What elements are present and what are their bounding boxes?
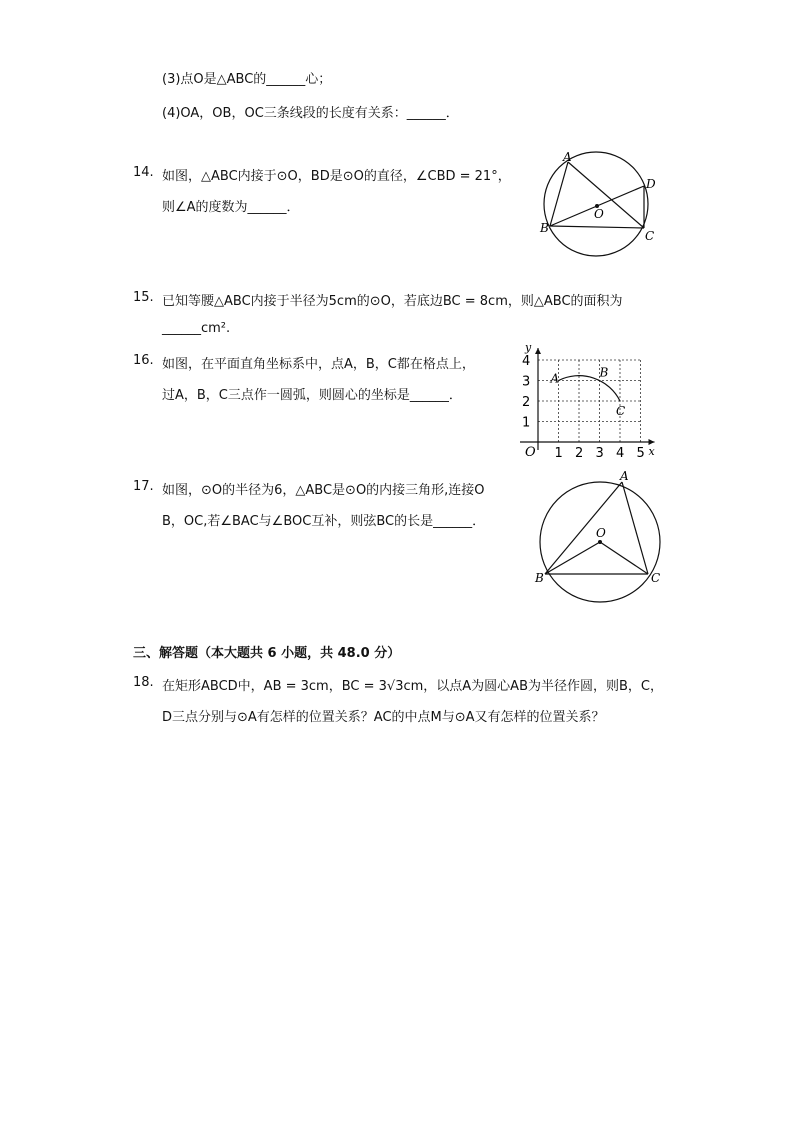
q16-x-axis-label: x [648, 445, 655, 458]
q16-x-tick-3: 3 [595, 446, 604, 461]
q16-y-axis-label: y [525, 341, 532, 354]
q16-coordinate-figure [512, 336, 662, 462]
q16-arc [559, 376, 621, 401]
q17-label-o: O [596, 526, 606, 540]
q16-y-arrow [535, 348, 541, 354]
q14-number: 14. [133, 165, 154, 180]
q17-figure [530, 466, 670, 608]
q16-point-c: C [616, 404, 626, 418]
q14-segment-bc [550, 226, 644, 228]
section-3-heading: 三、解答题（本大题共 6 小题，共 48.0 分） [133, 646, 401, 661]
q17-segment-ob [545, 542, 600, 574]
q17-center-dot [598, 540, 602, 544]
q16-point-a: A [550, 371, 560, 386]
q14-line2: 则∠A的度数为______． [162, 200, 300, 215]
q16-y-tick-4: 4 [522, 354, 531, 369]
q14-label-a: A [563, 150, 572, 164]
q14-label-o: O [594, 207, 604, 221]
q17-label-b: B [535, 571, 544, 585]
q14-label-d: D [646, 177, 656, 191]
q16-y-tick-1: 1 [522, 415, 531, 431]
q15-line1: 已知等腰△ABC内接于半径为5cm的⊙O，若底边BC = 8cm，则△ABC的面积为 [162, 294, 623, 309]
q16-point-b: B [599, 365, 609, 380]
q14-segment-ab [550, 162, 568, 226]
q14-label-c: C [645, 229, 655, 243]
q18-line1: 在矩形ABCD中，AB = 3cm，BC = 3√3cm，以点A为圆心AB为半径作圆，则B，C， [162, 679, 663, 694]
q16-origin-label: O [525, 445, 536, 460]
q16-x-tick-4: 4 [616, 446, 625, 461]
q16-x-tick-2: 2 [575, 446, 584, 461]
q17-line1: 如图，⊙O的半径为6，△ABC是⊙O的内接三角形,连接O [162, 483, 485, 498]
q14-line1: 如图，△ABC内接于⊙O，BD是⊙O的直径，∠CBD = 21°， [162, 169, 511, 184]
q17-label-c: C [651, 571, 661, 585]
q15-line2: ______cm². [162, 321, 231, 336]
q13-part4: (4)OA，OB，OC三条线段的长度有关系：______． [162, 106, 459, 121]
q16-y-tick-3: 3 [522, 374, 531, 390]
q17-line2: B，OC,若∠BAC与∠BOC互补，则弦BC的长是______． [162, 514, 486, 529]
q16-axes [520, 348, 655, 450]
q16-y-tick-2: 2 [522, 395, 531, 410]
q17-segment-ab [545, 482, 622, 574]
q14-circle [544, 152, 648, 256]
q16-x-tick-1: 1 [554, 446, 563, 461]
q18-number: 18. [133, 675, 154, 690]
q16-number: 16. [133, 353, 154, 368]
q14-label-b: B [540, 221, 549, 235]
q17-label-a: A [620, 469, 629, 483]
q17-number: 17. [133, 479, 154, 494]
q14-segment-ac [568, 162, 644, 228]
q15-number: 15. [133, 290, 154, 305]
q18-line2: D三点分别与⊙A有怎样的位置关系？AC的中点M与⊙A又有怎样的位置关系？ [162, 710, 605, 725]
q16-line1: 如图，在平面直角坐标系中，点A，B，C都在格点上， [162, 357, 475, 372]
q16-line2: 过A，B，C三点作一圆弧，则圆心的坐标是______． [162, 388, 462, 403]
q13-part3: (3)点O是△ABC的______心； [162, 72, 332, 87]
q14-figure [536, 148, 660, 260]
q17-segment-ac [622, 482, 648, 574]
q16-x-tick-5: 5 [636, 446, 645, 461]
